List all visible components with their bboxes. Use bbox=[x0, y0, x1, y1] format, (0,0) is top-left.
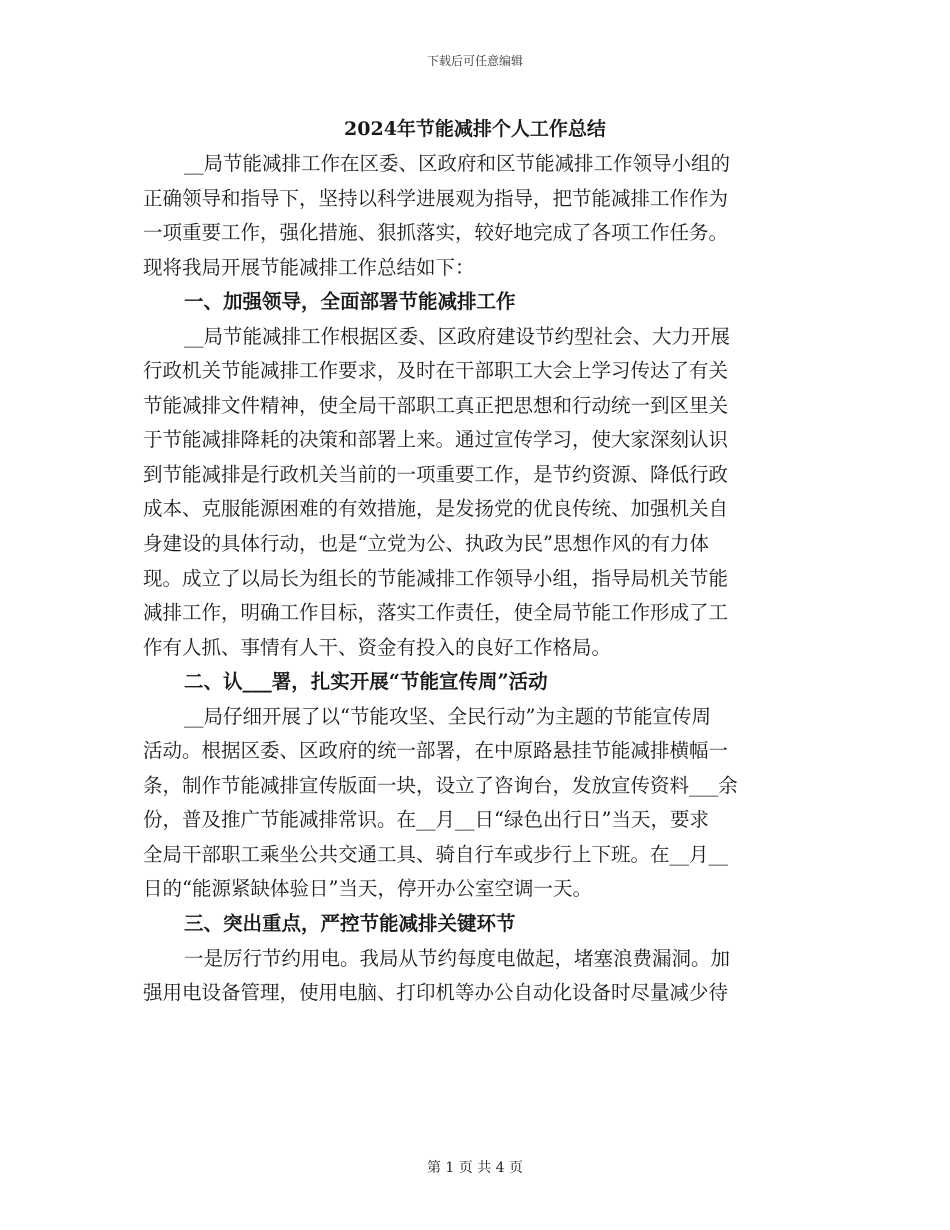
section-heading: 一、加强领导，全面部署节能减排工作 bbox=[184, 290, 516, 314]
body-line: 现。成立了以局长为组长的节能减排工作领导小组，指导局机关节能 bbox=[143, 566, 729, 590]
body-line: 减排工作，明确工作目标，落实工作责任，使全局节能工作形成了工 bbox=[143, 601, 729, 625]
body-line: 身建设的具体行动，也是“立党为公、执政为民”思想作风的有力体 bbox=[143, 532, 709, 556]
body-line: 成本、克服能源困难的有效措施，是发扬党的优良传统、加强机关自 bbox=[143, 497, 729, 521]
body-line: 全局干部职工乘坐公共交通工具、骑自行车或步行上下班。在__月__ bbox=[143, 842, 729, 866]
body-line: 强用电设备管理，使用电脑、打印机等办公自动化设备时尽量减少待 bbox=[143, 981, 729, 1005]
body-line: 条，制作节能减排宣传版面一块，设立了咨询台，发放宣传资料___余 bbox=[143, 773, 738, 797]
body-line: 节能减排文件精神，使全局干部职工真正把思想和行动统一到区里关 bbox=[143, 393, 729, 417]
body-line: __局节能减排工作在区委、区政府和区节能减排工作领导小组的 bbox=[184, 152, 731, 175]
body-line: 作有人抓、事情有人干、资金有投入的良好工作格局。 bbox=[143, 635, 612, 659]
body-line: 现将我局开展节能减排工作总结如下： bbox=[143, 255, 475, 279]
body-line: 活动。根据区委、区政府的统一部署，在中原路悬挂节能减排横幅一 bbox=[143, 739, 729, 763]
document-body bbox=[143, 147, 803, 1011]
section-heading: 三、突出重点，严控节能减排关键环节 bbox=[184, 912, 516, 936]
body-line: 日的“能源紧缺体验日”当天，停开办公室空调一天。 bbox=[143, 877, 592, 901]
body-line: __局仔细开展了以“节能攻坚、全民行动”为主题的节能宣传周 bbox=[184, 704, 711, 728]
section-heading: 二、认___署，扎实开展“节能宣传周”活动 bbox=[184, 670, 548, 694]
body-line: 份，普及推广节能减排常识。在__月__日“绿色出行日”当天，要求 bbox=[143, 808, 709, 832]
document-title: 2024年节能减排个人工作总结 bbox=[344, 118, 606, 140]
body-line: 一项重要工作，强化措施、狠抓落实，较好地完成了各项工作任务。 bbox=[143, 221, 729, 245]
body-line: __局节能减排工作根据区委、区政府建设节约型社会、大力开展 bbox=[184, 324, 731, 348]
page-footer: 第 1 页 共 4 页 bbox=[426, 1160, 524, 1176]
body-line: 正确领导和指导下，坚持以科学进展观为指导，把节能减排工作作为 bbox=[143, 186, 729, 210]
header-note: 下载后可任意编辑 bbox=[426, 54, 523, 68]
body-line: 到节能减排是行政机关当前的一项重要工作，是节约资源、降低行政 bbox=[143, 462, 729, 486]
body-line: 一是厉行节约用电。我局从节约每度电做起，堵塞浪费漏洞。加 bbox=[184, 946, 731, 970]
body-line: 行政机关节能减排工作要求，及时在干部职工大会上学习传达了有关 bbox=[143, 359, 729, 383]
body-line: 于节能减排降耗的决策和部署上来。通过宣传学习，使大家深刻认识 bbox=[143, 428, 729, 452]
